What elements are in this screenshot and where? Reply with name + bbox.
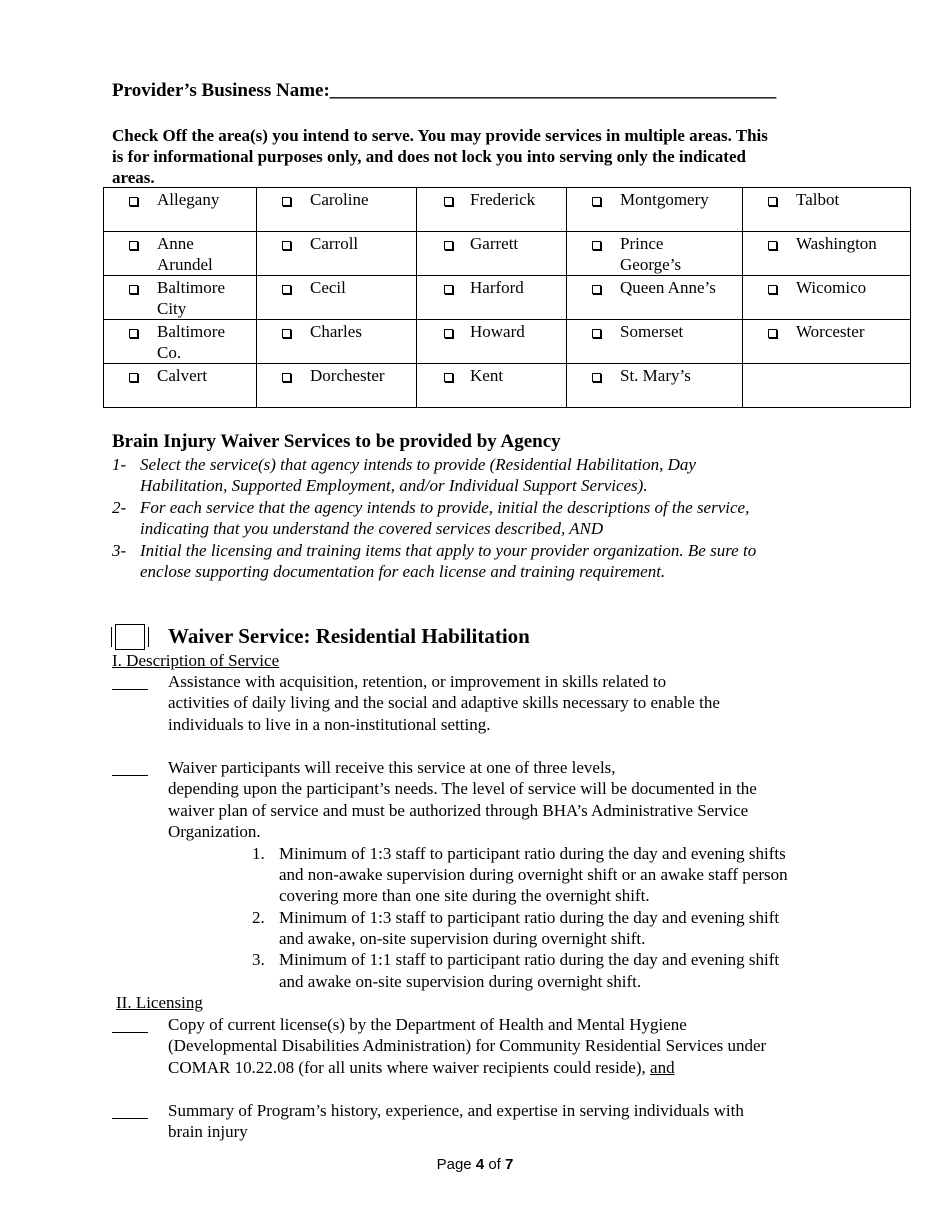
- level-1-num: 1.: [252, 844, 265, 863]
- initial-blank-lic-1[interactable]: [112, 1031, 148, 1033]
- county-name: [470, 321, 525, 342]
- county-name-line: Calvert: [157, 366, 208, 385]
- instructions-line-3: areas.: [112, 168, 155, 187]
- county-cell[interactable]: [104, 276, 257, 320]
- description-heading: I. Description of Service: [112, 651, 280, 670]
- step-2-line-2: indicating that you understand the covered services described, AND: [140, 519, 604, 538]
- county-cell[interactable]: [257, 232, 417, 276]
- county-name: [310, 277, 346, 298]
- level-2-line-2: and awake, on-site supervision during overnight shift.: [279, 929, 646, 948]
- county-name-line: Washington: [796, 234, 877, 253]
- county-checkbox[interactable]: [129, 197, 138, 206]
- county-checkbox[interactable]: [768, 285, 777, 294]
- county-cell[interactable]: [743, 188, 911, 232]
- county-cell[interactable]: [257, 276, 417, 320]
- county-name: [157, 277, 225, 319]
- county-name-line: St. Mary’s: [620, 366, 691, 385]
- county-name-line: Anne: [157, 234, 194, 253]
- county-name: [620, 189, 709, 210]
- county-name-line: Queen Anne’s: [620, 278, 716, 297]
- level-2-num: 2.: [252, 908, 265, 927]
- county-cell[interactable]: [257, 188, 417, 232]
- county-name: [157, 233, 213, 275]
- county-cell[interactable]: [257, 320, 417, 364]
- county-cell[interactable]: [104, 232, 257, 276]
- county-name: [796, 233, 877, 254]
- county-cell[interactable]: [417, 188, 567, 232]
- level-1-line-1: Minimum of 1:3 staff to participant ratio during the day and evening shifts: [279, 844, 786, 863]
- county-cell[interactable]: [257, 364, 417, 408]
- county-name: [310, 365, 385, 386]
- county-checkbox[interactable]: [282, 197, 291, 206]
- county-checkbox[interactable]: [444, 329, 453, 338]
- desc-2-line-1: Waiver participants will receive this service at one of three levels,: [168, 758, 616, 777]
- county-name: [470, 277, 524, 298]
- desc-2-line-3: waiver plan of service and must be authorized through BHA’s Administrative Service: [168, 801, 749, 820]
- level-1-line-2: and non-awake supervision during overnight shift or an awake staff person: [279, 865, 788, 884]
- county-name: [620, 365, 691, 386]
- step-2-num: 2-: [112, 498, 127, 517]
- lic-1-line-2: (Developmental Disabilities Administration) for Community Residential Services under: [168, 1036, 767, 1055]
- county-name-line: Prince: [620, 234, 664, 253]
- level-3-line-1: Minimum of 1:1 staff to participant ratio during the day and evening shift: [279, 950, 780, 969]
- county-checkbox[interactable]: [282, 373, 291, 382]
- county-table: [103, 187, 911, 408]
- county-cell[interactable]: [743, 232, 911, 276]
- county-cell[interactable]: [417, 276, 567, 320]
- instructions-line-1: Check Off the area(s) you intend to serve. You may provide services in multiple areas. This: [112, 126, 768, 145]
- county-row: [104, 188, 911, 232]
- level-3-num: 3.: [252, 950, 265, 969]
- county-name-line: Worcester: [796, 322, 865, 341]
- lic-1-line-1: Copy of current license(s) by the Department of Health and Mental Hygiene: [168, 1015, 687, 1034]
- county-cell[interactable]: [417, 364, 567, 408]
- step-1-line-2: Habilitation, Supported Employment, and/or Individual Support Services).: [140, 476, 648, 495]
- county-row: [104, 232, 911, 276]
- desc-2-line-2: depending upon the participant’s needs. The level of service will be documented in the: [168, 779, 757, 798]
- level-2-line-1: Minimum of 1:3 staff to participant ratio during the day and evening shift: [279, 908, 780, 927]
- footer-page-total: 7: [505, 1156, 514, 1173]
- county-checkbox[interactable]: [129, 241, 138, 250]
- county-name: [310, 321, 362, 342]
- county-name-line: Arundel: [157, 255, 213, 274]
- county-checkbox[interactable]: [592, 197, 601, 206]
- county-cell: [743, 364, 911, 408]
- county-name-line: Baltimore: [157, 322, 225, 341]
- services-title: Brain Injury Waiver Services to be provided by Agency: [112, 431, 561, 452]
- step-3-num: 3-: [112, 541, 127, 560]
- county-name-line: Caroline: [310, 190, 369, 209]
- county-name-line: Kent: [470, 366, 504, 385]
- county-name-line: Harford: [470, 278, 524, 297]
- initial-blank-desc-2[interactable]: [112, 774, 148, 776]
- step-2-line-1: For each service that the agency intends to provide, initial the descriptions of the service,: [140, 498, 750, 517]
- county-cell[interactable]: [567, 188, 743, 232]
- county-row: [104, 320, 911, 364]
- county-checkbox[interactable]: [444, 241, 453, 250]
- county-name-line: Baltimore: [157, 278, 225, 297]
- waiver-service-title: Waiver Service: Residential Habilitation: [168, 624, 530, 648]
- county-checkbox[interactable]: [282, 329, 291, 338]
- county-cell[interactable]: [417, 320, 567, 364]
- county-name: [796, 277, 866, 298]
- level-1-line-3: covering more than one site during the overnight shift.: [279, 886, 650, 905]
- county-name-line: City: [157, 299, 187, 318]
- desc-1-line-2: activities of daily living and the social and adaptive skills necessary to enable the: [168, 693, 720, 712]
- county-name: [620, 321, 683, 342]
- waiver-service-checkbox[interactable]: [115, 624, 145, 650]
- licensing-heading: II. Licensing: [116, 993, 203, 1012]
- county-name: [470, 365, 503, 386]
- county-name-line: Garrett: [470, 234, 519, 253]
- desc-2-line-4: Organization.: [168, 822, 261, 841]
- county-checkbox[interactable]: [129, 285, 138, 294]
- instructions-line-2: is for informational purposes only, and does not lock you into serving only the indicated: [112, 147, 746, 166]
- county-checkbox[interactable]: [768, 329, 777, 338]
- county-name: [157, 189, 219, 210]
- county-name-line: Frederick: [470, 190, 536, 209]
- desc-1-line-1: Assistance with acquisition, retention, or improvement in skills related to: [168, 672, 667, 691]
- desc-1-line-3: individuals to live in a non-institutional setting.: [168, 715, 491, 734]
- county-checkbox[interactable]: [768, 197, 777, 206]
- county-name-line: Talbot: [796, 190, 840, 209]
- county-checkbox[interactable]: [768, 241, 777, 250]
- county-name-line: Wicomico: [796, 278, 867, 297]
- lic-1-line-3-text: COMAR 10.22.08 (for all units where waiver recipients could reside),: [168, 1058, 646, 1077]
- county-row: [104, 276, 911, 320]
- step-3-line-2: enclose supporting documentation for each license and training requirement.: [140, 562, 666, 581]
- county-name: [157, 321, 225, 363]
- county-cell[interactable]: [104, 188, 257, 232]
- county-name: [470, 189, 535, 210]
- footer-page-word: Page: [436, 1156, 472, 1173]
- business-name-blank[interactable]: _______________________________________________: [329, 80, 777, 101]
- page-footer: [0, 1156, 950, 1173]
- county-checkbox[interactable]: [592, 285, 601, 294]
- footer-of-word: of: [488, 1156, 501, 1173]
- county-cell[interactable]: [567, 232, 743, 276]
- county-name: [157, 365, 207, 386]
- county-name-line: Cecil: [310, 278, 346, 297]
- county-cell[interactable]: [743, 320, 911, 364]
- county-name-line: Montgomery: [620, 190, 709, 209]
- business-name-label: Provider’s Business Name:: [112, 80, 330, 101]
- county-name-line: Allegany: [157, 190, 220, 209]
- county-name: [620, 277, 716, 298]
- lic-1-and: and: [650, 1058, 675, 1077]
- initial-blank-desc-1[interactable]: [112, 688, 148, 690]
- county-row: [104, 364, 911, 408]
- county-name: [310, 233, 358, 254]
- county-checkbox[interactable]: [129, 373, 138, 382]
- step-1-num: 1-: [112, 455, 127, 474]
- county-checkbox[interactable]: [282, 241, 291, 250]
- county-name: [470, 233, 518, 254]
- initial-blank-lic-2[interactable]: [112, 1117, 148, 1119]
- county-checkbox[interactable]: [444, 285, 453, 294]
- county-name-line: Co.: [157, 343, 182, 362]
- county-name-line: Dorchester: [310, 366, 385, 385]
- level-3-line-2: and awake on-site supervision during overnight shift.: [279, 972, 642, 991]
- county-checkbox[interactable]: [444, 373, 453, 382]
- county-name-line: Charles: [310, 322, 362, 341]
- county-name-line: Howard: [470, 322, 525, 341]
- lic-1-line-3: [168, 1057, 675, 1078]
- county-checkbox[interactable]: [129, 329, 138, 338]
- county-name-line: Somerset: [620, 322, 684, 341]
- step-1-line-1: Select the service(s) that agency intends to provide (Residential Habilitation, Day: [140, 455, 696, 474]
- county-name-line: George’s: [620, 255, 682, 274]
- county-name: [620, 233, 681, 275]
- county-cell[interactable]: [104, 364, 257, 408]
- county-cell[interactable]: [567, 320, 743, 364]
- county-name: [310, 189, 369, 210]
- lic-2-line-1: Summary of Program’s history, experience, and expertise in serving individuals with: [168, 1101, 744, 1120]
- county-cell[interactable]: [567, 364, 743, 408]
- county-cell[interactable]: [743, 276, 911, 320]
- county-checkbox[interactable]: [592, 329, 601, 338]
- county-name: [796, 189, 839, 210]
- lic-2-line-2: brain injury: [168, 1122, 248, 1141]
- county-cell[interactable]: [104, 320, 257, 364]
- county-checkbox[interactable]: [592, 241, 601, 250]
- step-3-line-1: Initial the licensing and training items that apply to your provider organization. Be sure to: [140, 541, 757, 560]
- county-checkbox[interactable]: [592, 373, 601, 382]
- footer-page-number: 4: [475, 1156, 485, 1173]
- county-cell[interactable]: [417, 232, 567, 276]
- county-checkbox[interactable]: [282, 285, 291, 294]
- business-name-field[interactable]: [112, 80, 776, 101]
- county-name-line: Carroll: [310, 234, 359, 253]
- county-name: [796, 321, 864, 342]
- county-cell[interactable]: [567, 276, 743, 320]
- county-checkbox[interactable]: [444, 197, 453, 206]
